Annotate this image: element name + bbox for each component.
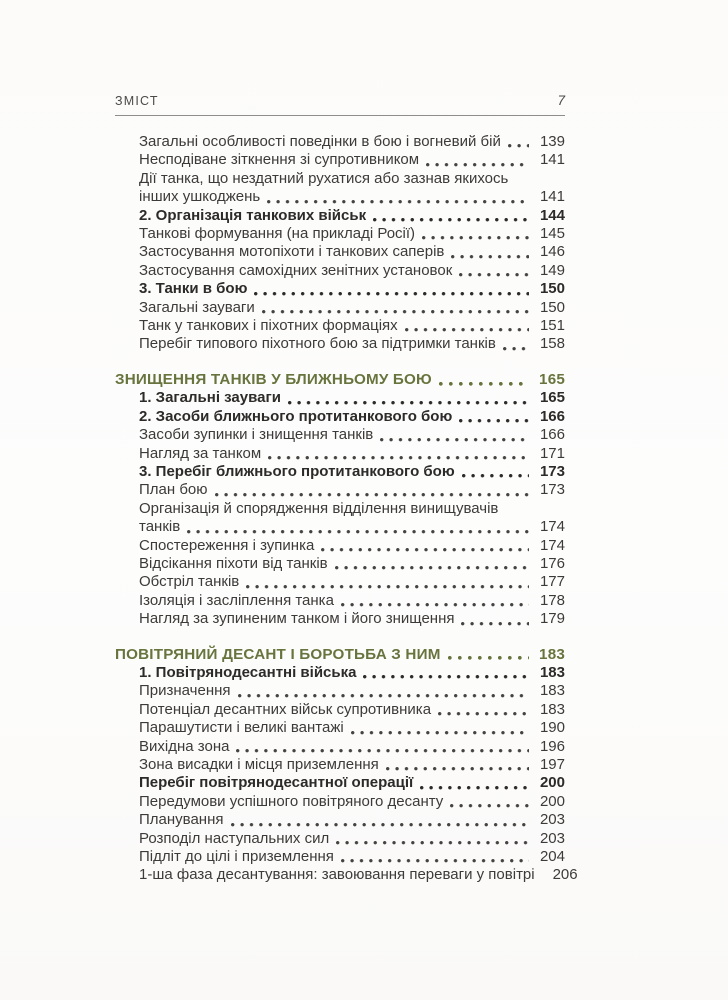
page-number: 177 [539, 573, 565, 591]
toc-entry [115, 610, 565, 628]
toc-entry-label: Вихідна зона [139, 737, 230, 755]
toc-section-heading [115, 371, 565, 389]
dot-leader [459, 419, 529, 424]
page-number: 146 [539, 243, 565, 261]
dot-leader [426, 163, 529, 168]
page-number: 151 [539, 317, 565, 335]
dot-leader [508, 144, 529, 149]
toc-entry [115, 592, 565, 610]
page-number: 206 [552, 866, 578, 884]
page-number: 150 [539, 298, 565, 316]
page-number: 166 [539, 426, 565, 444]
page-number: 166 [539, 407, 565, 425]
page-number: 178 [539, 591, 565, 609]
dot-leader [450, 804, 529, 809]
page-number: 139 [539, 133, 565, 150]
toc-entry [115, 389, 565, 407]
toc-entry [115, 738, 565, 756]
page-number: 183 [539, 682, 565, 700]
toc-section [115, 371, 565, 629]
dot-leader [336, 841, 529, 846]
page-number: 145 [539, 225, 565, 243]
toc-entry [115, 317, 565, 335]
toc-entry [115, 573, 565, 591]
toc-entry-label: Спостереження і зупинка [139, 536, 315, 554]
toc-entry-label: танків [139, 518, 181, 536]
toc-entry [115, 225, 565, 243]
toc-entry [115, 682, 565, 700]
page-number: 158 [539, 335, 565, 353]
toc-entry-label: Застосування самохідних зенітних установок [139, 261, 453, 279]
toc-entry-label: 3. Перебіг ближнього протитанкового бою [139, 462, 455, 480]
toc-entry [115, 426, 565, 444]
toc-entry-label: Несподіване зіткнення зі супротивником [139, 151, 420, 169]
toc-entry-label: Танк у танкових і піхотних формаціях [139, 317, 398, 335]
toc-entry-label: Загальні особливості поведінки в бою і вогневий бій [139, 133, 501, 150]
toc-entry-label: інших ушкоджень [139, 188, 261, 206]
toc-entry-label: Нагляд за зупиненим танком і його знищення [139, 610, 455, 628]
page-number: 174 [539, 536, 565, 554]
dot-leader [231, 823, 530, 828]
toc-section-heading-label: ЗНИЩЕННЯ ТАНКІВ У БЛИЖНЬОМУ БОЮ [115, 370, 432, 388]
toc-entry [115, 299, 565, 317]
dot-leader [351, 731, 529, 736]
toc-entry-label: План бою [139, 481, 208, 499]
toc-section-heading [115, 646, 565, 664]
toc-entry [115, 774, 565, 792]
dot-leader [238, 694, 529, 699]
toc-entry-label: Зона висадки і місця приземлення [139, 756, 379, 773]
running-title: ЗМІСТ [115, 94, 159, 108]
toc-entry-label: 3. Танки в бою [139, 280, 248, 298]
toc-entry-label: Призначення [139, 682, 231, 700]
toc-entry-label: Застосування мотопіхоти і танкових саперів [139, 243, 445, 261]
toc-section [115, 645, 578, 885]
toc-entry [115, 793, 565, 811]
page-number: 141 [539, 188, 565, 206]
toc-entry-label: Потенціал десантних військ супротивника [139, 700, 432, 718]
dot-leader [288, 401, 529, 406]
page-number: 190 [539, 719, 565, 737]
toc-entry-label: 2. Організація танкових військ [139, 206, 367, 224]
dot-leader [503, 347, 529, 352]
dot-leader [462, 474, 529, 479]
dot-leader [380, 438, 529, 443]
dot-leader [448, 656, 529, 661]
dot-leader [438, 712, 529, 717]
toc-entry-label: 1. Повітрянодесантні війська [139, 663, 357, 681]
table-of-contents [115, 133, 578, 885]
toc-entry [115, 537, 565, 555]
toc-entry [115, 518, 565, 536]
toc-entry-label: Парашутисти і великі вантажі [139, 719, 344, 737]
toc-entry [115, 335, 565, 353]
toc-entry [115, 719, 565, 737]
toc-entry [115, 481, 565, 499]
page-number: 200 [539, 792, 565, 810]
toc-entry [115, 756, 565, 774]
toc-entry [115, 262, 565, 280]
page-number: 144 [539, 206, 565, 224]
toc-entry [115, 664, 565, 682]
dot-leader [459, 273, 529, 278]
page-number: 165 [539, 389, 565, 407]
dot-leader [254, 292, 529, 297]
toc-entry [115, 445, 565, 463]
dot-leader [262, 310, 529, 315]
page-number: 196 [539, 737, 565, 755]
dot-leader [215, 493, 529, 498]
page-header [115, 93, 565, 116]
page-number: 197 [539, 756, 565, 773]
dot-leader [363, 675, 529, 680]
dot-leader [335, 566, 529, 571]
dot-leader [267, 200, 529, 205]
dot-leader [461, 622, 529, 627]
page-number: 179 [539, 610, 565, 628]
toc-section [115, 133, 565, 354]
toc-entry [115, 830, 565, 848]
dot-leader [236, 749, 529, 754]
toc-entry-label: Передумови успішного повітряного десанту [139, 792, 444, 810]
toc-entry-label: 1-ша фаза десантування: завоювання переваги у повітрі [139, 866, 535, 884]
dot-leader [439, 382, 529, 387]
page-number: 171 [539, 444, 565, 462]
toc-entry [115, 811, 565, 829]
dot-leader [373, 218, 529, 223]
dot-leader [187, 530, 529, 535]
toc-entry-label: Нагляд за танком [139, 444, 262, 462]
toc-entry-label: 2. Засоби ближнього протитанкового бою [139, 407, 453, 425]
toc-entry [115, 280, 565, 298]
dot-leader [420, 786, 529, 791]
toc-entry-wrapped-first-line: Дії танка, що нездатний рухатися або зазнав якихось [139, 169, 509, 187]
dot-leader [268, 456, 529, 461]
page-number: 200 [539, 774, 565, 792]
page-number: 174 [539, 518, 565, 536]
dot-leader [341, 859, 529, 864]
toc-entry-label: Перебіг повітрянодесантної операції [139, 774, 414, 792]
dot-leader [321, 548, 529, 553]
dot-leader [451, 255, 529, 260]
toc-entry [115, 188, 565, 206]
page-number: 204 [539, 848, 565, 866]
toc-entry [115, 243, 565, 261]
toc-entry-label: Загальні зауваги [139, 298, 255, 316]
toc-entry-label: Планування [139, 811, 224, 829]
page-content [115, 93, 578, 885]
dot-leader [341, 603, 529, 608]
page-number: 176 [539, 554, 565, 572]
page-number: 173 [539, 462, 565, 480]
toc-entry-label: Танкові формування (на прикладі Росії) [139, 225, 416, 243]
toc-entry-label: Розподіл наступальних сил [139, 829, 330, 847]
toc-entry [115, 463, 565, 481]
dot-leader [422, 236, 529, 241]
toc-entry [115, 848, 565, 866]
toc-entry [115, 151, 565, 169]
toc-entry [115, 133, 565, 151]
toc-entry-label: Обстріл танків [139, 573, 240, 591]
page-number: 183 [539, 700, 565, 718]
toc-entry-label: 1. Загальні зауваги [139, 389, 281, 407]
toc-entry-label: Перебіг типового піхотного бою за підтримки танків [139, 335, 496, 353]
toc-entry [115, 701, 565, 719]
dot-leader [386, 767, 529, 772]
page-number: 173 [539, 481, 565, 499]
page-number: 183 [539, 645, 565, 663]
toc-entry-label: Підліт до цілі і приземлення [139, 848, 334, 866]
page-number: 183 [539, 663, 565, 681]
page-number: 165 [539, 370, 565, 388]
toc-entry [115, 866, 578, 884]
toc-entry-label: Ізоляція і засліплення танка [139, 591, 334, 609]
toc-section-heading-label: ПОВІТРЯНИЙ ДЕСАНТ І БОРОТЬБА З НИМ [115, 645, 441, 663]
page-number: 141 [539, 151, 565, 169]
dot-leader [246, 585, 529, 590]
toc-entry-label: Відсікання піхоти від танків [139, 554, 328, 572]
toc-entry [115, 555, 565, 573]
page-number: 149 [539, 261, 565, 279]
toc-entry [115, 207, 565, 225]
dot-leader [405, 328, 529, 333]
toc-entry-label: Засоби зупинки і знищення танків [139, 426, 374, 444]
page-number: 203 [539, 811, 565, 829]
toc-entry [115, 408, 565, 426]
toc-entry-wrapped-first-line: Організація й спорядження відділення винищувачів [139, 499, 499, 517]
page-number: 150 [539, 280, 565, 298]
folio-page-number: 7 [557, 93, 565, 108]
page-number: 203 [539, 829, 565, 847]
